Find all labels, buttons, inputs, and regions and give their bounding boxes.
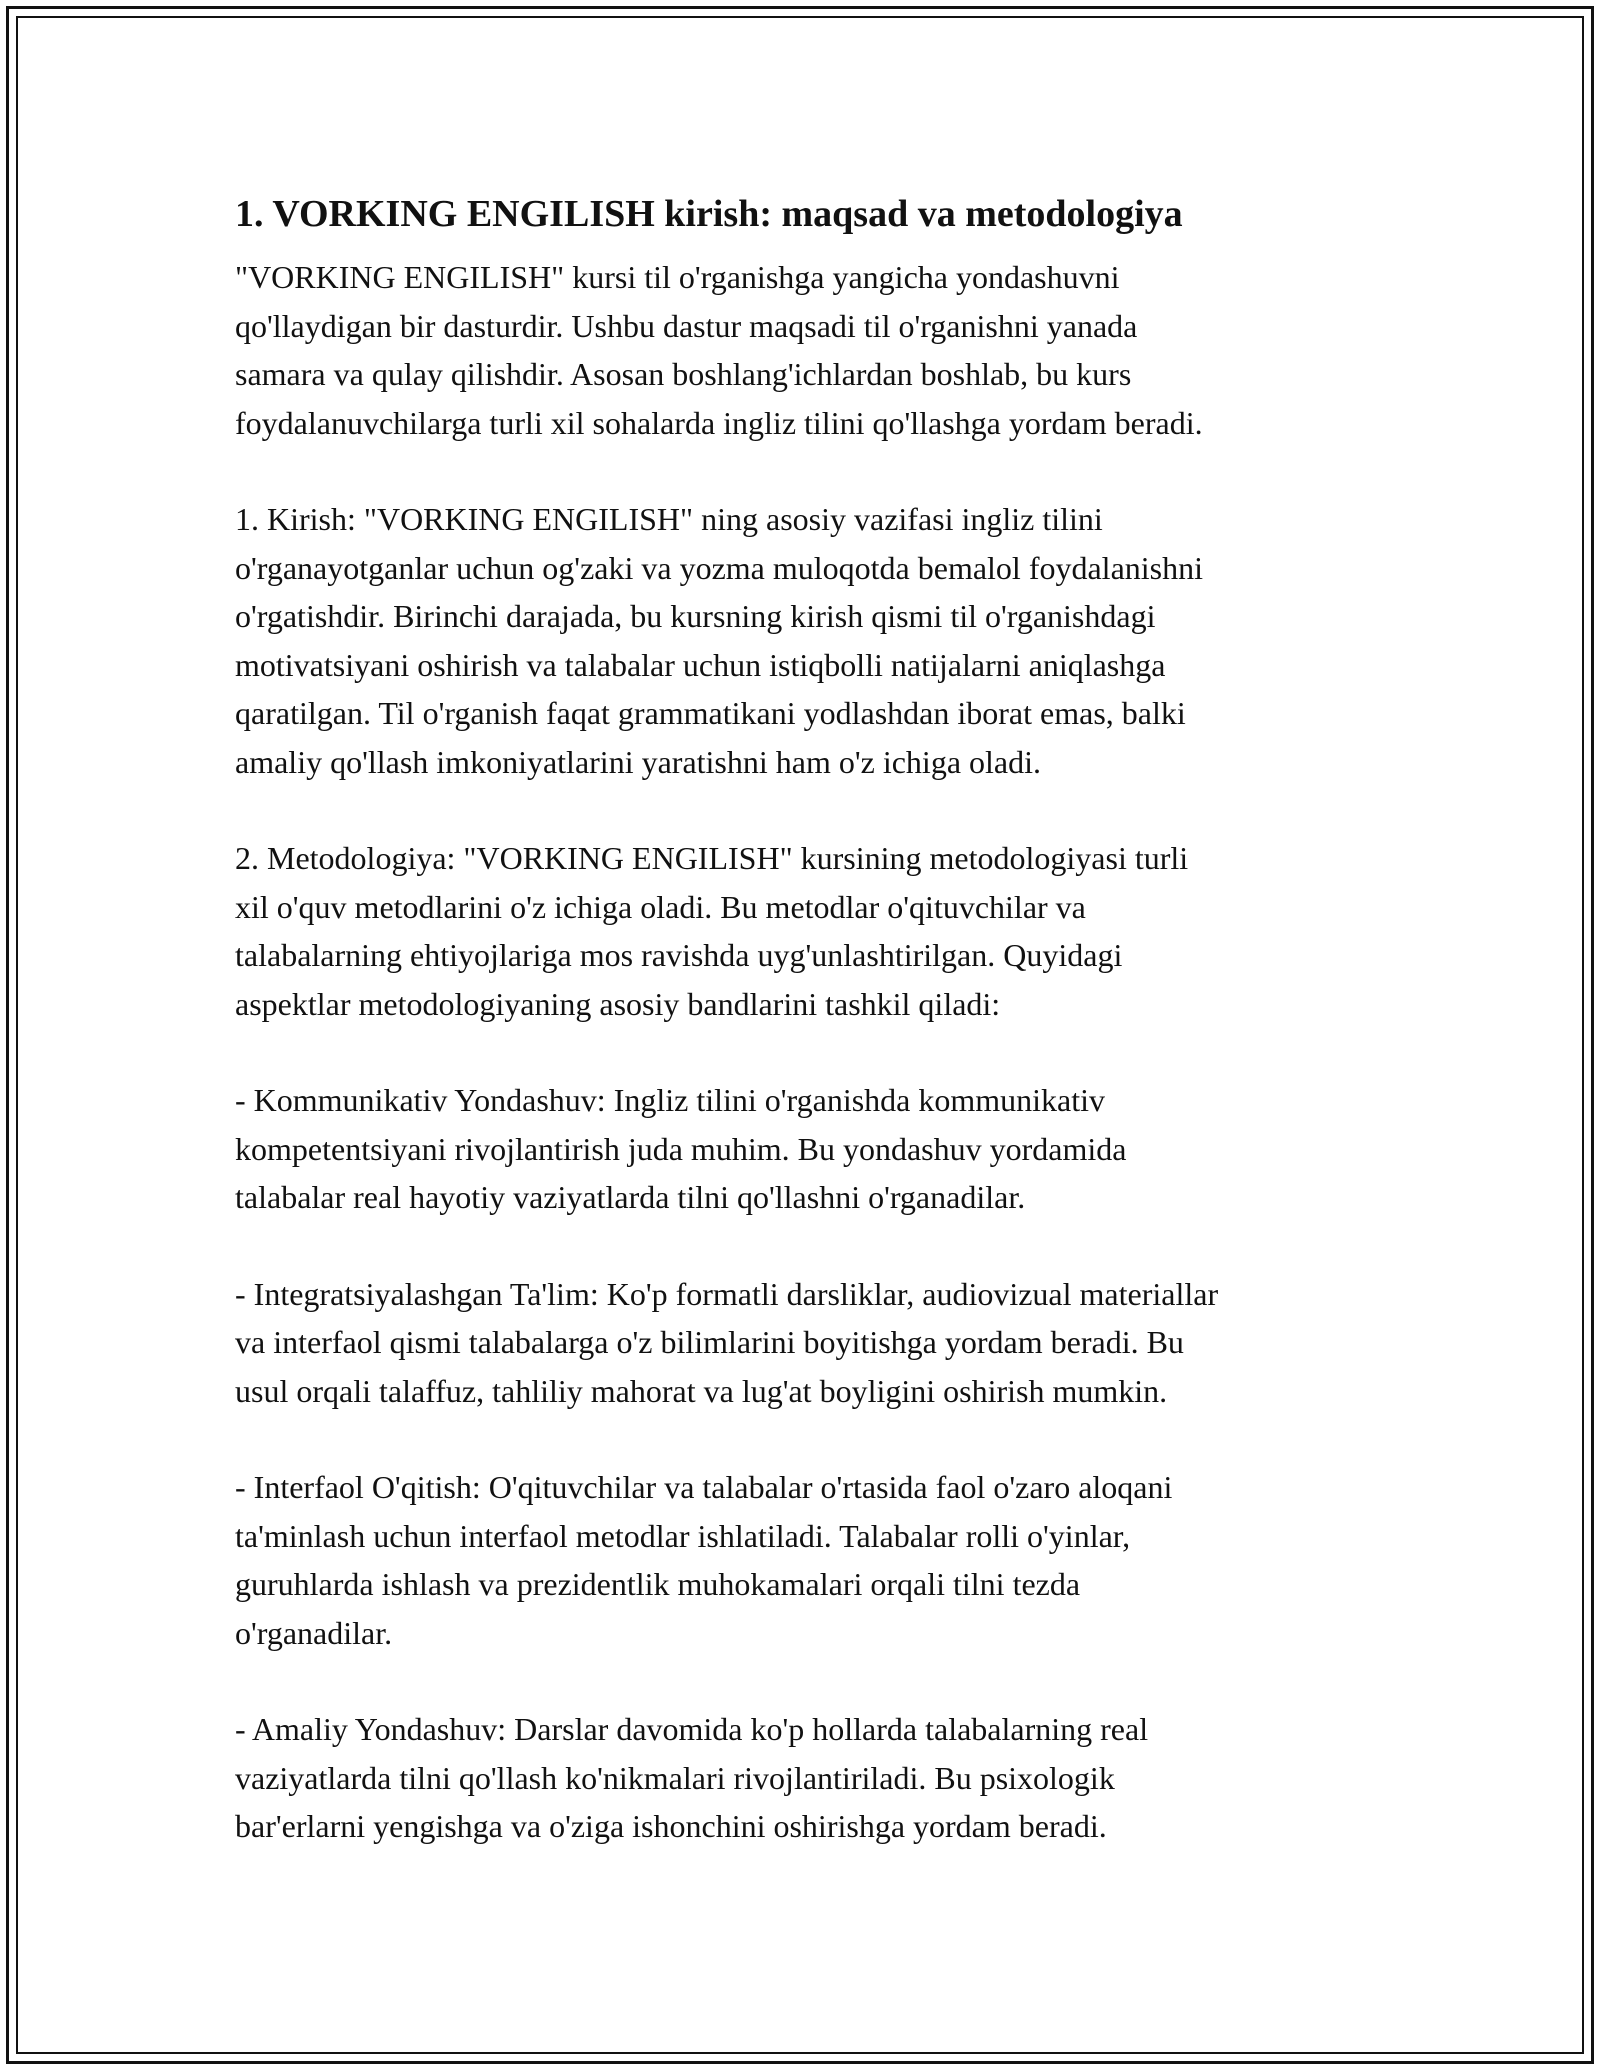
- kirish-paragraph: 1. Kirish: "VORKING ENGILISH" ning asosiy vazifasi ingliz tilini o'rganayotganlar uchun og'zaki va yozma muloqotda bemalol foydalanishni o'rgatishdir. Birinchi darajada, bu kursning kirish qismi til o'rganishdagi motivatsiyani oshirish va talabalar uchun istiqbolli natijalarni aniqlashga qaratilgan. Til o'rganish faqat grammatikani yodlashdan iborat emas, balki amaliy qo'llash imkoniyatlarini yaratishni ham o'z ichiga oladi.: [235, 501, 1203, 780]
- intro-paragraph: "VORKING ENGILISH" kursi til o'rganishga yangicha yondashuvni qo'llaydigan bir dasturdir. Ushbu dastur maqsadi til o'rganishni yanada samara va qulay qilishdir. Asosan boshlang'ichlardan boshlab, bu kurs foydalanuvchilarga turli xil sohalarda ingliz tilini qo'llashga yordam beradi.: [235, 259, 1203, 441]
- metodologiya-paragraph: 2. Metodologiya: "VORKING ENGILISH" kursining metodologiyasi turli xil o'quv metodlarini o'z ichiga oladi. Bu metodlar o'qituvchilar va talabalarning ehtiyojlariga mos ravishda uyg'unlashtirilgan. Quyidagi aspektlar metodologiyaning asosiy bandlarini tashkil qiladi:: [235, 840, 1189, 1022]
- document-body: [235, 187, 1385, 1899]
- interfaol-paragraph: - Interfaol O'qitish: O'qituvchilar va talabalar o'rtasida faol o'zaro aloqani ta'minlash uchun interfaol metodlar ishlatiladi. Talabalar rolli o'yinlar, guruhlarda ishlash va prezidentlik muhokamalari orqali tilni tezda o'rganadilar.: [235, 1469, 1173, 1651]
- kommunikativ-paragraph: - Kommunikativ Yondashuv: Ingliz tilini o'rganishda kommunikativ kompetentsiyani rivojlantirish juda muhim. Bu yondashuv yordamida talabalar real hayotiy vaziyatlarda tilni qo'llashni o'rganadilar.: [235, 1082, 1127, 1215]
- amaliy-paragraph: - Amaliy Yondashuv: Darslar davomida ko'p hollarda talabalarning real vaziyatlarda tilni qo'llash ko'nikmalari rivojlantiriladi. Bu psixologik bar'erlarni yengishga va o'ziga ishonchini oshirishga yordam beradi.: [235, 1711, 1149, 1844]
- document-title: 1. VORKING ENGILISH kirish: maqsad va metodologiya: [235, 193, 1183, 235]
- integratsiya-paragraph: - Integratsiyalashgan Ta'lim: Ko'p formatli darsliklar, audiovizual materiallar va interfaol qismi talabalarga o'z bilimlarini boyitishga yordam beradi. Bu usul orqali talaffuz, tahliliy mahorat va lug'at boyligini oshirish mumkin.: [235, 1275, 1219, 1409]
